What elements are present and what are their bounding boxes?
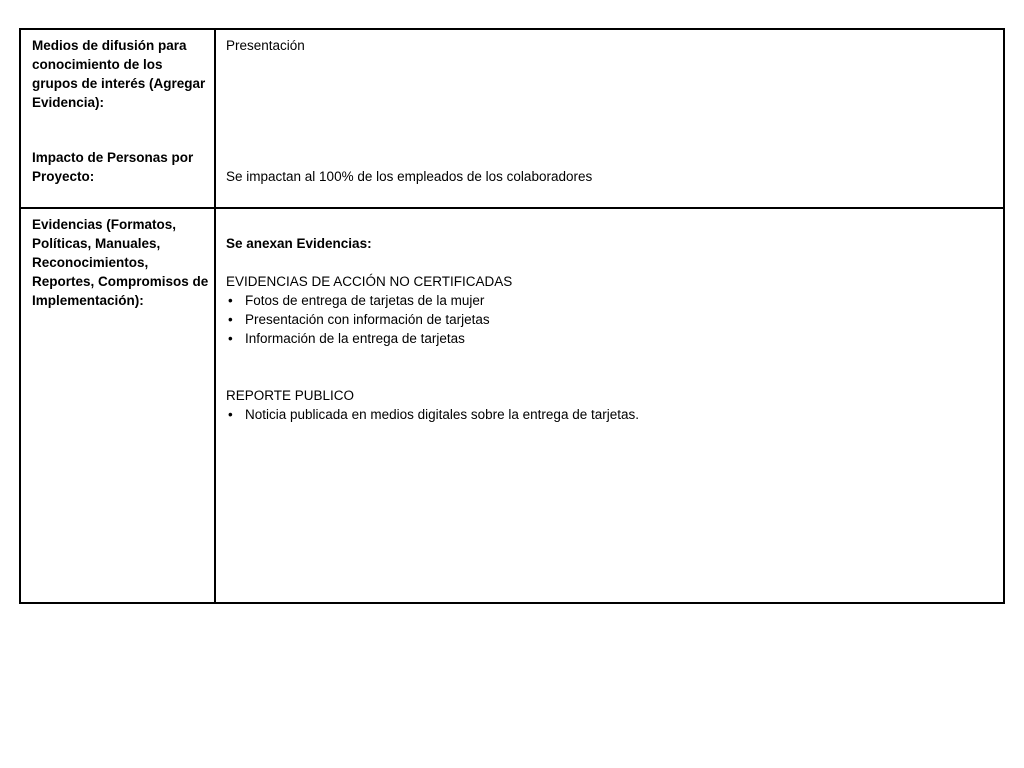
evidences-label: Evidencias (Formatos, Políticas, Manuales, Reconocimientos, Reportes, Compromisos de Implementación): — [32, 217, 209, 308]
list-item — [226, 291, 993, 310]
row2-label-cell — [21, 209, 216, 602]
bullet-icon: • — [228, 312, 233, 327]
list-item-text: Presentación con información de tarjetas — [245, 312, 490, 327]
bullet-icon: • — [228, 331, 233, 346]
list-item-text: Información de la entrega de tarjetas — [245, 331, 465, 346]
evidences-heading: Se anexan Evidencias: — [226, 236, 372, 251]
media-diffusion-value: Presentación — [226, 38, 305, 53]
impact-persons-value: Se impactan al 100% de los empleados de los colaboradores — [226, 169, 593, 184]
list-item — [226, 310, 993, 329]
impact-persons-label: Impacto de Personas por Proyecto: — [32, 150, 194, 184]
bullet-icon: • — [228, 293, 233, 308]
list-item — [226, 329, 993, 348]
media-diffusion-label: Medios de difusión para conocimiento de los grupos de interés (Agregar Evidencia): — [32, 38, 206, 110]
evidence-table — [19, 28, 1005, 604]
row2-value-cell — [216, 209, 1003, 602]
bullet-icon: • — [228, 407, 233, 422]
row1-label-cell — [21, 30, 216, 209]
section-title-public-report: REPORTE PUBLICO — [226, 388, 355, 403]
public-report-list — [226, 405, 993, 424]
list-item — [226, 405, 993, 424]
row1-value-cell — [216, 30, 1003, 209]
list-item-text: Fotos de entrega de tarjetas de la mujer — [245, 293, 485, 308]
uncertified-evidence-list — [226, 291, 993, 348]
section-title-uncertified: EVIDENCIAS DE ACCIÓN NO CERTIFICADAS — [226, 274, 513, 289]
list-item-text: Noticia publicada en medios digitales sobre la entrega de tarjetas. — [245, 407, 639, 422]
